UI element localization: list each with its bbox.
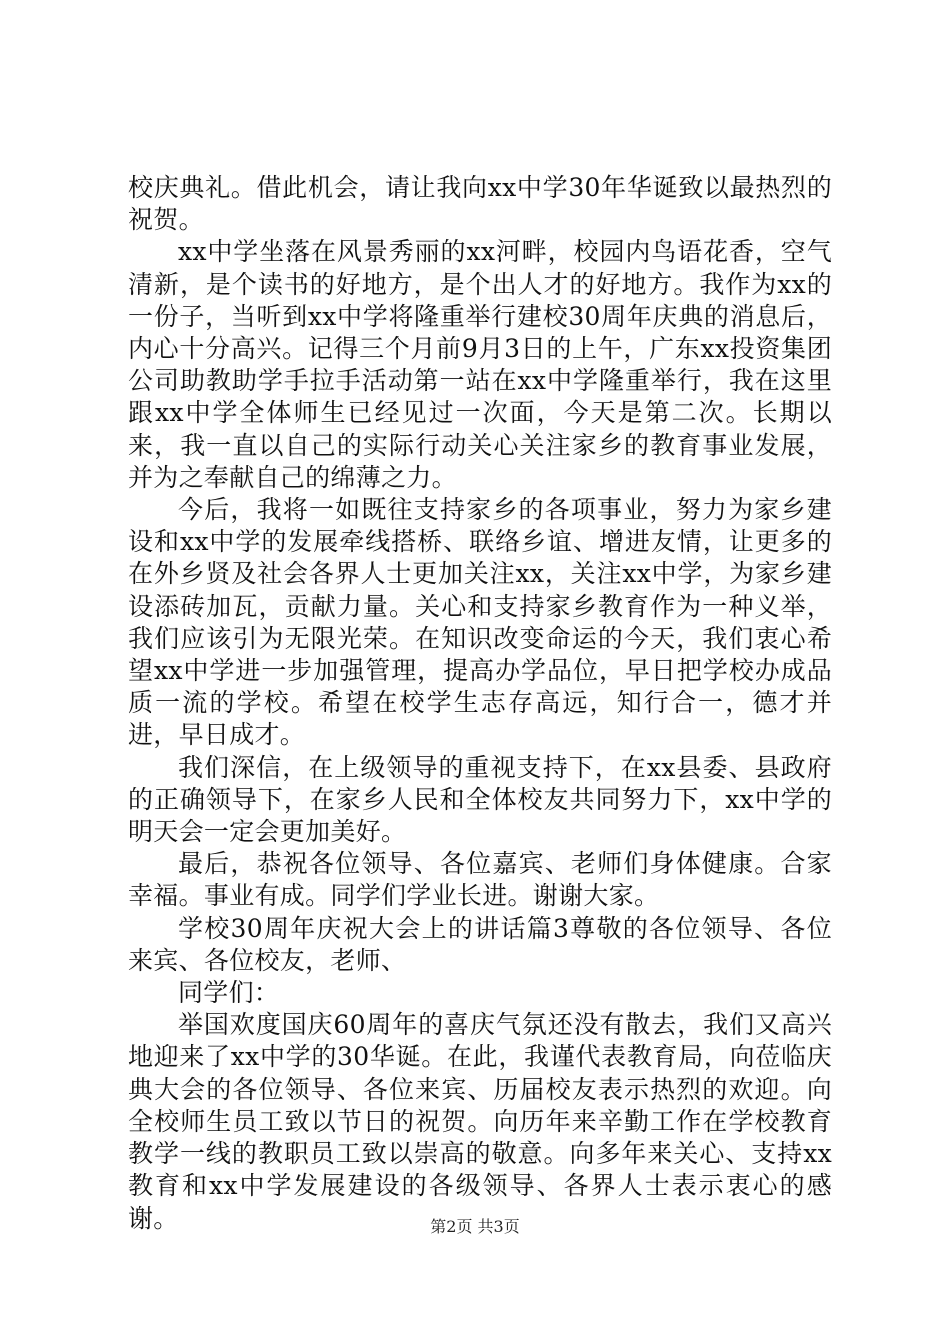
paragraph-salutation: 同学们： — [178, 978, 280, 1008]
paragraph-speech-3-heading: 学校30周年庆祝大会上的讲话篇3尊敬的各位领导、各位来宾、各位校友，老师、 — [128, 913, 832, 975]
paragraph-school-location: xx中学坐落在风景秀丽的xx河畔，校园内鸟语花香，空气清新，是个读书的好地方，是个出人才的好地方。我作为xx的一份子，当听到xx中学将隆重举行建校30周年庆典的消息后，内心十分高兴。记得三个月前9月3日的上午，广东xx投资集团公司助教助学手拉手活动第一站在xx中学隆重举行，我在这里跟xx中学全体师生已经见过一次面，今天是第二次。长期以来，我一直以自己的实际行动关心关注家乡的教育事业发展，并为之奉献自己的绵薄之力。 — [128, 237, 832, 492]
paragraph-continuation: 校庆典礼。借此机会，请让我向xx中学30年华诞致以最热烈的祝贺。 — [128, 173, 832, 235]
paragraph-future-support: 今后，我将一如既往支持家乡的各项事业，努力为家乡建设和xx中学的发展牵线搭桥、联络乡谊、增进友情，让更多的在外乡贤及社会各界人士更加关注xx，关注xx中学，为家乡建设添砖加瓦，贡献力量。关心和支持家乡教育作为一种义举，我们应该引为无限光荣。在知识改变命运的今天，我们衷心希望xx中学进一步加强管理，提高办学品位，早日把学校办成品质一流的学校。希望在校学生志存高远，知行合一，德才并进，早日成才。 — [128, 495, 832, 750]
page-footer: 第2页 共3页 — [430, 1217, 520, 1236]
paragraph-closing-wishes: 最后，恭祝各位领导、各位嘉宾、老师们身体健康。合家幸福。事业有成。同学们学业长进。谢谢大家。 — [128, 849, 832, 911]
paragraph-belief: 我们深信，在上级领导的重视支持下，在xx县委、县政府的正确领导下，在家乡人民和全体校友共同努力下，xx中学的明天会一定会更加美好。 — [128, 752, 832, 847]
document-body — [128, 172, 832, 1235]
paragraph-celebration: 举国欢度国庆60周年的喜庆气氛还没有散去，我们又高兴地迎来了xx中学的30华诞。在此，我谨代表教育局，向莅临庆典大会的各位领导、各位来宾、历届校友表示热烈的欢迎。向全校师生员工致以节日的祝贺。向历年来辛勤工作在学校教育教学一线的教职员工致以崇高的敬意。向多年来关心、支持xx教育和xx中学发展建设的各级领导、各界人士表示衷心的感谢。 — [128, 1010, 832, 1233]
